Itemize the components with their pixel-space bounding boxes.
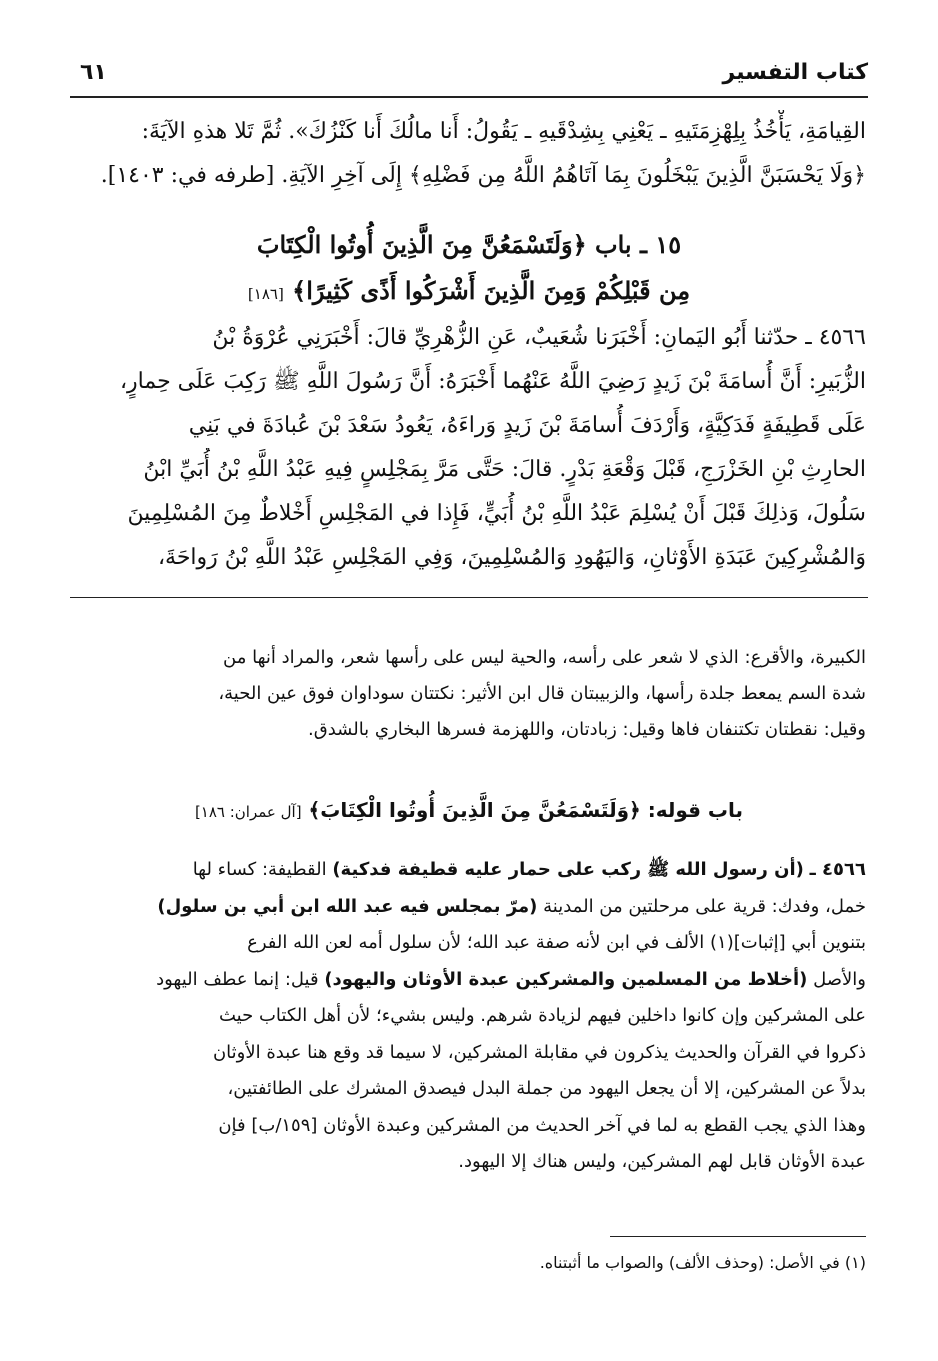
commentary-line: وهذا الذي يجب القطع به لما في آخر الحديث من المشركين وعبدة الأوثان [١٥٩/ب] فإن bbox=[218, 1114, 866, 1136]
commentary-continued bbox=[72, 640, 866, 748]
commentary-line: بدلاً عن المشركين، إلا أن يجعل اليهود من جملة البدل فيصدق المشرك على الطائفتين، bbox=[227, 1078, 866, 1099]
hadith-line: ٤٥٦٦ ـ حدّثنا أَبُو اليَمانِ: أَخْبَرَنا شُعَيبٌ، عَنِ الزُّهْرِيِّ قالَ: أَخْبَرَنِي عُرْوَةُ بْنُ bbox=[212, 325, 866, 350]
chapter-heading-line-2 bbox=[72, 268, 866, 317]
commentary-line: عبدة الأوثان قابل لهم المشركين، وليس هناك إلا اليهود. bbox=[458, 1151, 866, 1172]
hadith-line: سَلُولَ، وَذلِكَ قَبْلَ أَنْ يُسْلِمَ عَبْدُ اللَّهِ بْنُ أُبَيٍّ، فَإِذا في المَجْلِسِ أَخْلاطٌ مِنَ المُسْلِمِينَ bbox=[127, 501, 866, 526]
quoted-phrase: (أخلاط من المسلمين والمشركين عبدة الأوثان واليهود) bbox=[324, 968, 808, 990]
commentary-line: على المشركين وإن كانوا داخلين فيهم لزيادة شرهم. وليس بشيء؛ لأن أهل الكتاب حيث bbox=[219, 1005, 866, 1026]
chapter-heading-line-2-text: مِن قَبْلِكُمْ وَمِنَ الَّذِينَ أَشْرَكُوا أَذًى كَثِيرًا﴾ bbox=[292, 276, 691, 305]
commentary-line: وقيل: نقطتان تكتنفان فاها وقيل: زبادتان، واللهزمة فسرها البخاري بالشدق. bbox=[308, 719, 866, 740]
matn-line: القِيامَةِ، يَأْخُذُ بِلِهْزِمَتَيهِ ـ يَعْنِي بِشِدْقَيهِ ـ يَقُولُ: أَنا مالُكَ أَنا كَنْزُكَ». ثُمَّ تَلا هذهِ الآيَةَ: bbox=[141, 119, 866, 144]
commentary-heading bbox=[72, 790, 866, 832]
footnote: (١) في الأصل: (وحذف الألف) والصواب ما أثبتناه. bbox=[539, 1253, 866, 1272]
commentary-line: الكبيرة، والأقرع: الذي لا شعر على رأسه، والحية ليس على رأسها شعر، والمراد أنها من bbox=[223, 647, 866, 668]
commentary-line: ذكروا في القرآن والحديث يذكرون في مقابلة المشركين، لا سيما قد وقع هنا عبدة الأوثان bbox=[212, 1041, 866, 1063]
footnote-rule bbox=[610, 1236, 866, 1237]
commentary-line bbox=[72, 889, 866, 926]
commentary-line: شدة السم يمعط جلدة رأسها، والزبيبتان قال ابن الأثير: نكتتان سوداوان فوق عين الحية، bbox=[218, 683, 866, 704]
commentary-heading-text: باب قوله: ﴿وَلَتَسْمَعُنَّ مِنَ الَّذِينَ أُوتُوا الْكِتَابَ﴾ bbox=[308, 798, 744, 822]
running-title: كتاب التفسير bbox=[722, 60, 868, 85]
hadith-line: وَالمُشْرِكِينَ عَبَدَةِ الأَوْثانِ، وَاليَهُودِ وَالمُسْلِمِينَ، وَفِي المَجْلِسِ عَبْدُ اللَّهِ بْنُ رَواحَةَ، bbox=[157, 545, 866, 570]
quoted-phrase: (أن رسول الله ﷺ ركب على حمار عليه قطيفة فدكية) bbox=[332, 859, 804, 880]
chapter-heading-line-1: ١٥ ـ باب ﴿وَلَتَسْمَعُنَّ مِنَ الَّذِينَ أُوتُوا الْكِتَابَ bbox=[256, 230, 682, 259]
matn-text bbox=[72, 110, 866, 198]
commentary-line: بتنوين أبي [إثبات](١) الألف في ابن لأنه صفة عبد الله؛ لأن سلول أمه لعن الله الفرع bbox=[247, 932, 866, 953]
commentary-text: القطيفة: كساء لها bbox=[192, 859, 327, 880]
hadith-line: عَلَى قَطِيفَةٍ فَدَكِيَّةٍ، وَأَرْدَفَ أُسامَةَ بْنَ زَيدٍ وَراءَهُ، يَعُودُ سَعْدَ بْنَ عُبادَةَ في بَنِي bbox=[188, 413, 866, 438]
chapter-heading bbox=[72, 222, 866, 317]
commentary-text: قيل: إنما عطف اليهود bbox=[156, 968, 319, 990]
hadith-number: ٤٥٦٦ ـ bbox=[809, 859, 866, 880]
page-number: ٦١ bbox=[80, 60, 107, 85]
commentary-heading-ref: [آل عمران: ١٨٦] bbox=[194, 803, 302, 821]
commentary-line bbox=[72, 852, 866, 889]
header-rule bbox=[70, 96, 868, 98]
hadith-text bbox=[72, 316, 866, 580]
page-header bbox=[70, 58, 868, 92]
commentary-line bbox=[72, 962, 866, 999]
hadith-line: الزُّبَيرِ: أَنَّ أُسامَةَ بْنَ زَيدٍ رَضِيَ اللَّهُ عَنْهُما أَخْبَرَهُ: أَنَّ رَسُولَ اللَّهِ ﷺ رَكِبَ عَلَى حِمارٍ، bbox=[119, 369, 866, 394]
commentary-separator bbox=[70, 597, 868, 598]
quoted-phrase: (مرّ بمجلس فيه عبد الله ابن أبي بن سلول) bbox=[157, 895, 538, 917]
commentary-text: خمل، وفدك: قرية على مرحلتين من المدينة bbox=[543, 895, 866, 917]
hadith-line: الحارِثِ بْنِ الخَزْرَجِ، قَبْلَ وَقْعَةِ بَدْرٍ. قالَ: حَتَّى مَرَّ بِمَجْلِسٍ فِيهِ عَبْدُ اللَّهِ بْنُ أُبَيِّ ابْنُ bbox=[143, 457, 866, 482]
commentary-text: والأصل bbox=[813, 968, 866, 990]
verse-reference: [١٨٦] bbox=[247, 285, 284, 303]
commentary-body bbox=[72, 852, 866, 1181]
matn-line: ﴿وَلَا يَحْسَبَنَّ الَّذِينَ يَبْخَلُونَ بِمَا آتَاهُمُ اللَّهُ مِن فَضْلِهِ﴾ إِلَى آخِرِ الآيَةِ. [طرفه في: ١٤٠٣]. bbox=[100, 163, 866, 188]
